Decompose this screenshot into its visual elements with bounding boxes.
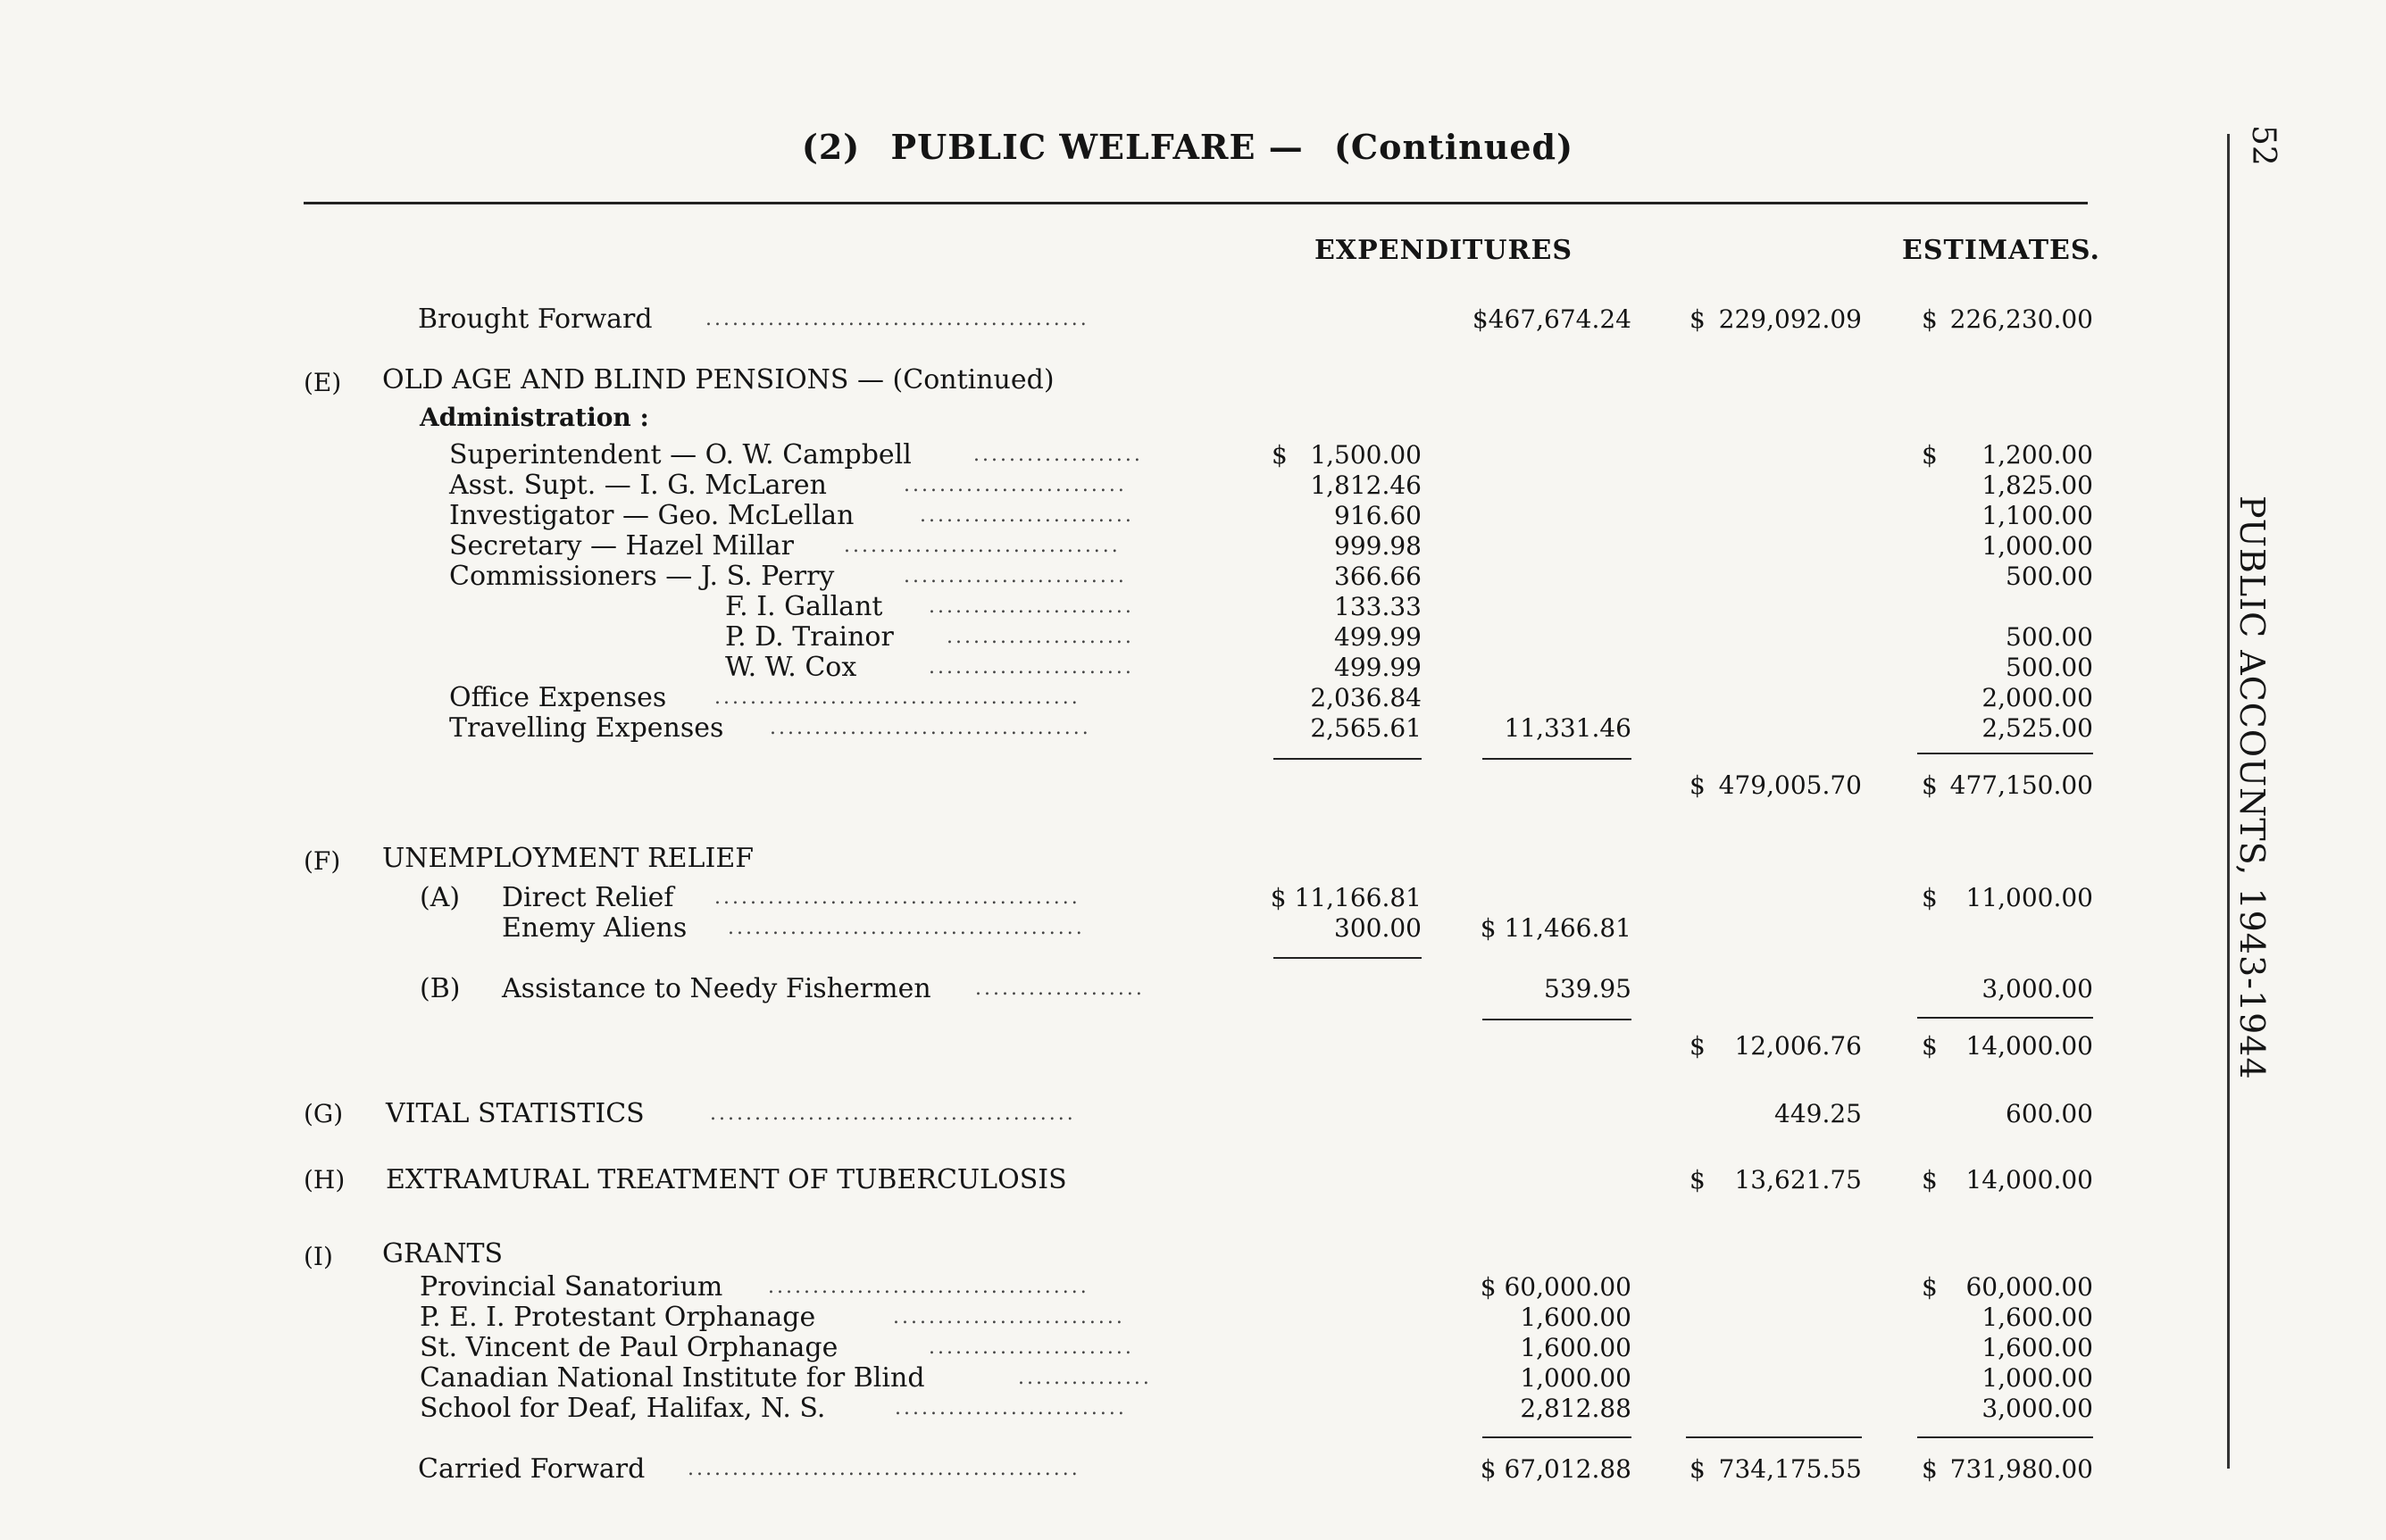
dollar-sign: $ (1689, 1031, 1706, 1061)
row-label: Office Expenses (449, 682, 667, 713)
expenditure-amount: 499.99 (1334, 622, 1422, 652)
expenditure-amount: 999.98 (1334, 531, 1422, 561)
row-label: Provincial Sanatorium (420, 1271, 723, 1303)
section-estimate-total: 14,000.00 (1965, 1031, 2093, 1061)
row-label: Commissioners — J. S. Perry (449, 561, 835, 592)
leader-dots: ................... (973, 444, 1143, 466)
section-suffix: (Continued) (1333, 127, 1574, 167)
leader-dots: ............................................ (688, 1458, 1080, 1480)
table-row (0, 500, 2386, 532)
dollar-sign: $ (1922, 440, 1938, 470)
table-row (0, 1362, 2386, 1394)
section-e-title: OLD AGE AND BLIND PENSIONS — (Continued) (382, 364, 1055, 395)
expenditure-amount: 1,500.00 (1310, 440, 1422, 470)
leader-dots: .................................... (768, 1276, 1089, 1298)
expenditure-amount: 499.99 (1334, 653, 1422, 682)
leader-dots: .......................... (893, 1306, 1125, 1328)
carried-forward-expenditure: $ 67,012.88 (1480, 1454, 1631, 1484)
table-row (0, 439, 2386, 471)
underline (1482, 758, 1631, 760)
table-row (0, 1393, 2386, 1425)
brought-forward-estimate: 226,230.00 (1949, 304, 2093, 334)
dollar-sign: $ (1922, 1272, 1938, 1302)
estimate-amount: 3,000.00 (1981, 1394, 2093, 1423)
estimate-amount: 60,000.00 (1965, 1272, 2093, 1302)
row-label: P. E. I. Protestant Orphanage (420, 1302, 816, 1333)
leader-dots: ......................................... (714, 687, 1080, 709)
leader-dots: ......................................... (714, 887, 1080, 909)
leader-dots: ................... (975, 978, 1145, 1000)
section-estimate-total: 14,000.00 (1965, 1165, 2093, 1195)
administration-subheading: Administration : (420, 403, 649, 432)
estimate-amount: 1,600.00 (1981, 1303, 2093, 1332)
dollar-sign: $ (1272, 440, 1288, 470)
grant-amount: 1,600.00 (1520, 1303, 1631, 1332)
expenditure-subtotal: 539.95 (1544, 974, 1631, 1003)
row-label: Enemy Aliens (502, 912, 688, 944)
running-title: PUBLIC ACCOUNTS, 1943-1944 (2232, 495, 2272, 1080)
table-row (0, 1302, 2386, 1334)
dollar-sign: $ (1922, 883, 1938, 912)
expenditure-subtotal: 11,331.46 (1504, 713, 1631, 743)
section-letter: (G) (304, 1099, 344, 1128)
section-estimate-total: 477,150.00 (1949, 770, 2093, 800)
table-row (0, 712, 2386, 745)
estimate-amount: 1,100.00 (1981, 501, 2093, 530)
leader-dots: ........................ (920, 504, 1134, 527)
dollar-sign: $ (1922, 1031, 1938, 1061)
carried-forward-label: Carried Forward (418, 1453, 646, 1485)
grant-amount: $ 60,000.00 (1480, 1272, 1631, 1302)
leader-dots: ......................................... (710, 1103, 1076, 1125)
section-estimate-total: 600.00 (2006, 1099, 2093, 1128)
underline (1482, 1436, 1631, 1438)
section-h-title: EXTRAMURAL TREATMENT OF TUBERCULOSIS (386, 1164, 1067, 1195)
row-label: F. I. Gallant (725, 591, 883, 622)
estimate-amount: 2,525.00 (1981, 713, 2093, 743)
table-row (0, 530, 2386, 562)
row-label: Superintendent — O. W. Campbell (449, 439, 912, 470)
brought-forward-total: 229,092.09 (1718, 304, 1862, 334)
leader-dots: .......................... (895, 1397, 1127, 1419)
dollar-sign: $ (1689, 1165, 1706, 1195)
brought-forward-row (0, 304, 2386, 336)
row-label: Direct Relief (502, 882, 674, 913)
row-label: Secretary — Hazel Millar (449, 530, 794, 562)
section-number: (2) (801, 127, 861, 167)
underline (1273, 957, 1422, 959)
carried-forward-total: 734,175.55 (1718, 1454, 1862, 1484)
section-g-row (0, 1098, 2386, 1130)
leader-dots: .................................... (770, 717, 1091, 739)
underline (1917, 753, 2093, 754)
leader-dots: ..................... (947, 626, 1134, 648)
estimate-amount: 1,600.00 (1981, 1333, 2093, 1362)
dollar-sign: $ (1922, 770, 1938, 800)
section-letter: (H) (304, 1165, 346, 1195)
underline (1917, 1017, 2093, 1019)
underline (1917, 1436, 2093, 1438)
expenditure-amount: 916.60 (1334, 501, 1422, 530)
page-title (304, 127, 2072, 167)
expenditure-amount: 133.33 (1334, 592, 1422, 621)
carried-forward-estimate: 731,980.00 (1949, 1454, 2093, 1484)
table-row (0, 973, 2386, 1005)
leader-dots: ......................... (904, 474, 1127, 496)
row-label: Assistance to Needy Fishermen (502, 973, 931, 1004)
table-row (0, 912, 2386, 945)
header-rule (304, 202, 2088, 204)
dollar-sign: $ (1922, 304, 1938, 334)
section-h-row (0, 1164, 2386, 1196)
table-row (0, 561, 2386, 593)
expenditure-amount: 2,565.61 (1310, 713, 1422, 743)
section-letter: (I) (304, 1242, 333, 1271)
table-row (0, 652, 2386, 684)
table-row (0, 470, 2386, 502)
dollar-sign: $ (1689, 770, 1706, 800)
section-letter: (E) (304, 368, 342, 397)
row-label: School for Deaf, Halifax, N. S. (420, 1393, 826, 1424)
estimate-amount: 3,000.00 (1981, 974, 2093, 1003)
table-row (0, 621, 2386, 653)
section-total: 13,621.75 (1734, 1165, 1862, 1195)
row-label: Canadian National Institute for Blind (420, 1362, 925, 1394)
row-label: Investigator — Geo. McLellan (449, 500, 855, 531)
page-number: 52 (2245, 125, 2282, 166)
row-label: Travelling Expenses (449, 712, 724, 744)
grant-amount: 1,000.00 (1520, 1363, 1631, 1393)
expenditure-amount: $ 11,166.81 (1270, 883, 1422, 912)
expenditure-amount: 2,036.84 (1310, 683, 1422, 712)
row-label: Asst. Supt. — I. G. McLaren (449, 470, 827, 501)
estimates-header: ESTIMATES. (1902, 235, 2100, 266)
underline (1482, 1019, 1631, 1020)
expenditure-subtotal: $ 11,466.81 (1480, 913, 1631, 943)
grant-amount: 1,600.00 (1520, 1333, 1631, 1362)
estimate-amount: 1,000.00 (1981, 531, 2093, 561)
estimate-amount: 1,200.00 (1981, 440, 2093, 470)
section-g-title: VITAL STATISTICS (386, 1098, 645, 1129)
row-label: P. D. Trainor (725, 621, 894, 653)
table-row (0, 591, 2386, 623)
leader-dots: ........................................ (728, 917, 1085, 939)
estimate-amount: 1,825.00 (1981, 470, 2093, 500)
section-i-title: GRANTS (382, 1238, 504, 1269)
leader-dots: ....................... (929, 656, 1134, 678)
expenditures-header: EXPENDITURES (1314, 235, 1573, 266)
underline (1686, 1436, 1862, 1438)
dollar-sign: $ (1922, 1165, 1938, 1195)
estimate-amount: 500.00 (2006, 562, 2093, 591)
section-letter: (F) (304, 846, 341, 876)
expenditure-amount: 300.00 (1334, 913, 1422, 943)
leader-dots: ............... (1018, 1367, 1152, 1389)
brought-forward-label: Brought Forward (418, 304, 653, 335)
leader-dots: ......................... (904, 565, 1127, 587)
table-row (0, 682, 2386, 714)
row-label: St. Vincent de Paul Orphanage (420, 1332, 838, 1363)
dollar-sign: $ (1689, 1454, 1706, 1484)
estimate-amount: 11,000.00 (1965, 883, 2093, 912)
section-total: 449.25 (1774, 1099, 1862, 1128)
leader-dots: ............................... (844, 535, 1121, 557)
dollar-sign: $ (1922, 1454, 1938, 1484)
subsection-letter: (A) (420, 882, 461, 913)
dollar-sign: $ (1689, 304, 1706, 334)
brought-forward-expenditure: $467,674.24 (1472, 304, 1631, 334)
table-row (0, 1271, 2386, 1303)
subsection-letter: (B) (420, 973, 461, 1004)
expenditure-amount: 366.66 (1334, 562, 1422, 591)
carried-forward-row (0, 1453, 2386, 1486)
section-f-title: UNEMPLOYMENT RELIEF (382, 843, 755, 874)
table-row (0, 1332, 2386, 1364)
grant-amount: 2,812.88 (1520, 1394, 1631, 1423)
estimate-amount: 500.00 (2006, 622, 2093, 652)
section-total: 12,006.76 (1734, 1031, 1862, 1061)
section-f-total-row (0, 1030, 2386, 1062)
section-total: 479,005.70 (1718, 770, 1862, 800)
section-title: PUBLIC WELFARE — (890, 127, 1304, 167)
estimate-amount: 2,000.00 (1981, 683, 2093, 712)
leader-dots: ........................................... (705, 308, 1089, 330)
row-label: W. W. Cox (725, 652, 857, 683)
table-row (0, 882, 2386, 914)
section-e-total-row (0, 770, 2386, 802)
estimate-amount: 1,000.00 (1981, 1363, 2093, 1393)
estimate-amount: 500.00 (2006, 653, 2093, 682)
underline (1273, 758, 1422, 760)
expenditure-amount: 1,812.46 (1310, 470, 1422, 500)
leader-dots: ....................... (929, 1336, 1134, 1359)
leader-dots: ....................... (929, 595, 1134, 618)
